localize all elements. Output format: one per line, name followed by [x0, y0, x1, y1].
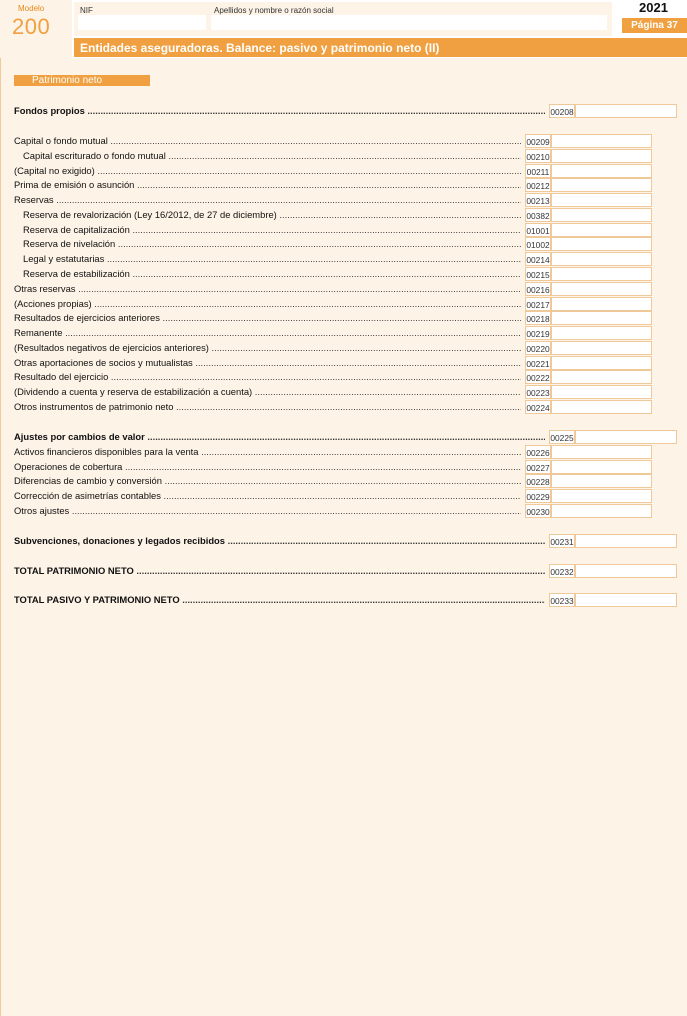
- form-row: [0, 460, 687, 474]
- amount-field[interactable]: [575, 104, 677, 118]
- row-label: Activos financieros disponibles para la venta .....: [14, 445, 521, 459]
- row-label: Capital escriturado o fondo mutual .....: [23, 149, 521, 163]
- row-code: 00229: [525, 489, 551, 503]
- form-row: [0, 341, 687, 355]
- row-label: Reserva de nivelación .....: [23, 237, 521, 251]
- page-title: Entidades aseguradoras. Balance: pasivo y patrimonio neto (II): [80, 41, 440, 55]
- row-code: 00220: [525, 341, 551, 355]
- row-code: 00217: [525, 297, 551, 311]
- form-row: [0, 534, 687, 548]
- amount-field[interactable]: [551, 267, 652, 281]
- amount-field[interactable]: [551, 252, 652, 266]
- row-label: Reservas .....: [14, 193, 521, 207]
- nif-label: NIF: [80, 6, 93, 15]
- page-number-badge: Página 37: [622, 18, 687, 33]
- row-label: TOTAL PASIVO Y PATRIMONIO NETO .....: [14, 593, 545, 607]
- amount-field[interactable]: [551, 208, 652, 222]
- row-code: 00215: [525, 267, 551, 281]
- form-row: [0, 326, 687, 340]
- amount-field[interactable]: [575, 430, 677, 444]
- row-label: Reserva de revalorización (Ley 16/2012, de 27 de diciembre) .....: [23, 208, 521, 222]
- row-code: 00213: [525, 193, 551, 207]
- form-row: [0, 370, 687, 384]
- form-row: [0, 104, 687, 118]
- amount-field[interactable]: [575, 564, 677, 578]
- modelo-number: 200: [12, 14, 51, 39]
- row-label: Resultado del ejercicio .....: [14, 370, 521, 384]
- row-label: Otras reservas .....: [14, 282, 521, 296]
- amount-field[interactable]: [551, 489, 652, 503]
- row-code: 00227: [525, 460, 551, 474]
- row-label: Reserva de estabilización .....: [23, 267, 521, 281]
- form-row: [0, 252, 687, 266]
- row-label: Legal y estatutarias .....: [23, 252, 521, 266]
- form-row: [0, 400, 687, 414]
- form-row: [0, 267, 687, 281]
- row-label: Ajustes por cambios de valor .....: [14, 430, 545, 444]
- amount-field[interactable]: [551, 193, 652, 207]
- row-code: 00232: [549, 564, 575, 578]
- amount-field[interactable]: [551, 223, 652, 237]
- amount-field[interactable]: [575, 593, 677, 607]
- amount-field[interactable]: [551, 149, 652, 163]
- amount-field[interactable]: [551, 326, 652, 340]
- form-row: [0, 237, 687, 251]
- row-label: Diferencias de cambio y conversión .....: [14, 474, 521, 488]
- row-code: 00208: [549, 104, 575, 118]
- amount-field[interactable]: [551, 164, 652, 178]
- row-label: Fondos propios .....: [14, 104, 545, 118]
- amount-field[interactable]: [551, 178, 652, 192]
- row-code: 01002: [525, 237, 551, 251]
- row-code: 00218: [525, 311, 551, 325]
- form-year: 2021: [639, 0, 668, 15]
- form-row: [0, 208, 687, 222]
- row-code: 00214: [525, 252, 551, 266]
- row-label: Otras aportaciones de socios y mutualistas .....: [14, 356, 521, 370]
- amount-field[interactable]: [551, 282, 652, 296]
- form-row: [0, 385, 687, 399]
- row-code: 00209: [525, 134, 551, 148]
- row-label: Subvenciones, donaciones y legados recibidos .....: [14, 534, 545, 548]
- form-row: [0, 282, 687, 296]
- form-row: [0, 430, 687, 444]
- form-row: [0, 223, 687, 237]
- row-code: 01001: [525, 223, 551, 237]
- form-row: [0, 178, 687, 192]
- row-label: Capital o fondo mutual .....: [14, 134, 521, 148]
- form-row: [0, 474, 687, 488]
- form-row: [0, 193, 687, 207]
- row-label: TOTAL PATRIMONIO NETO .....: [14, 564, 545, 578]
- row-label: (Resultados negativos de ejercicios anteriores) .....: [14, 341, 521, 355]
- row-code: 00221: [525, 356, 551, 370]
- form-row: [0, 297, 687, 311]
- amount-field[interactable]: [551, 297, 652, 311]
- amount-field[interactable]: [551, 474, 652, 488]
- row-code: 00224: [525, 400, 551, 414]
- row-code: 00233: [549, 593, 575, 607]
- amount-field[interactable]: [551, 385, 652, 399]
- form-row: [0, 445, 687, 459]
- row-code: 00212: [525, 178, 551, 192]
- form-row: [0, 164, 687, 178]
- form-row: [0, 593, 687, 607]
- row-label: Prima de emisión o asunción .....: [14, 178, 521, 192]
- amount-field[interactable]: [575, 534, 677, 548]
- form-row: [0, 504, 687, 518]
- amount-field[interactable]: [551, 460, 652, 474]
- row-label: (Acciones propias) .....: [14, 297, 521, 311]
- amount-field[interactable]: [551, 400, 652, 414]
- row-label: Resultados de ejercicios anteriores .....: [14, 311, 521, 325]
- amount-field[interactable]: [551, 237, 652, 251]
- form-row: [0, 311, 687, 325]
- row-code: 00219: [525, 326, 551, 340]
- row-code: 00222: [525, 370, 551, 384]
- row-code: 00382: [525, 208, 551, 222]
- amount-field[interactable]: [551, 356, 652, 370]
- row-code: 00228: [525, 474, 551, 488]
- row-label: Operaciones de cobertura .....: [14, 460, 521, 474]
- amount-field[interactable]: [551, 370, 652, 384]
- row-label: (Dividendo a cuenta y reserva de estabilización a cuenta) .....: [14, 385, 521, 399]
- row-label: Remanente .....: [14, 326, 521, 340]
- form-row: [0, 489, 687, 503]
- row-code: 00225: [549, 430, 575, 444]
- amount-field[interactable]: [551, 445, 652, 459]
- section-tab-patrimonio-neto: Patrimonio neto: [14, 75, 150, 86]
- row-label: Otros ajustes .....: [14, 504, 521, 518]
- row-code: 00223: [525, 385, 551, 399]
- amount-field[interactable]: [551, 341, 652, 355]
- row-label: Corrección de asimetrías contables .....: [14, 489, 521, 503]
- amount-field[interactable]: [551, 311, 652, 325]
- row-code: 00216: [525, 282, 551, 296]
- row-code: 00226: [525, 445, 551, 459]
- row-label: (Capital no exigido) .....: [14, 164, 521, 178]
- name-label: Apellidos y nombre o razón social: [214, 6, 334, 15]
- form-row: [0, 134, 687, 148]
- form-row: [0, 356, 687, 370]
- form-row: [0, 564, 687, 578]
- row-code: 00210: [525, 149, 551, 163]
- row-code: 00231: [549, 534, 575, 548]
- form-row: [0, 149, 687, 163]
- modelo-label: Modelo: [18, 4, 45, 13]
- amount-field[interactable]: [551, 134, 652, 148]
- row-code: 00211: [525, 164, 551, 178]
- row-label: Otros instrumentos de patrimonio neto .....: [14, 400, 521, 414]
- row-label: Reserva de capitalización .....: [23, 223, 521, 237]
- row-code: 00230: [525, 504, 551, 518]
- amount-field[interactable]: [551, 504, 652, 518]
